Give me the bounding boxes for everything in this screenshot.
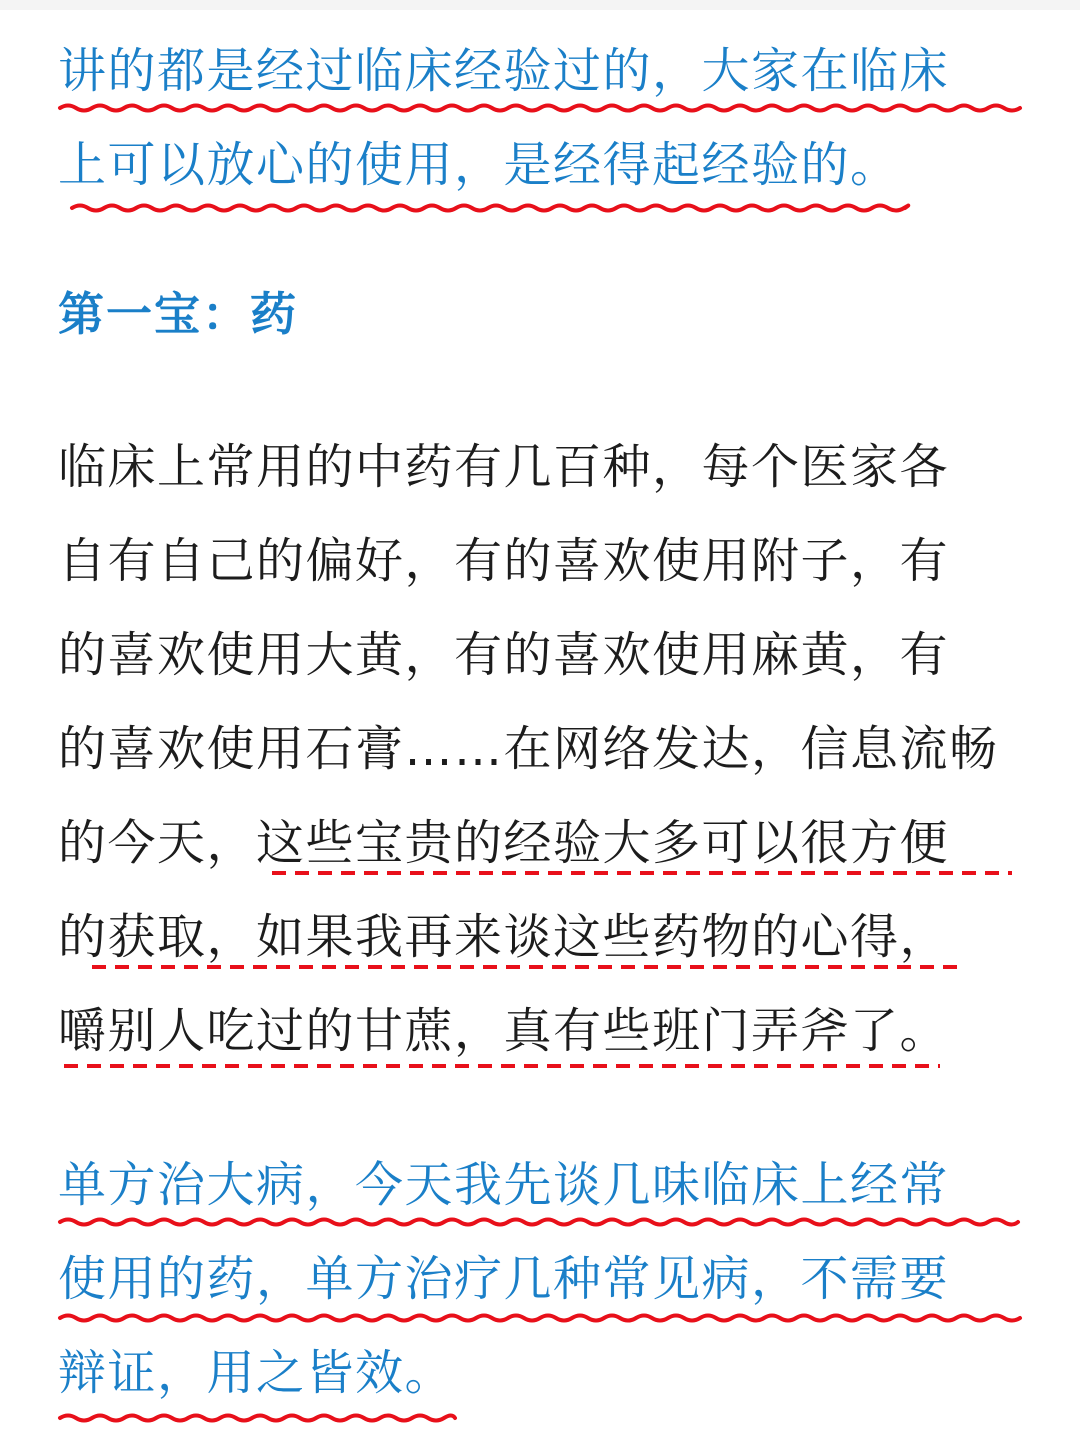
body-line-7: 嚼别人吃过的甘蔗，真有些班门弄斧了。 (58, 1003, 950, 1059)
closing-line-2: 使用的药，单方治疗几种常见病，不需要 (58, 1251, 950, 1307)
intro-line-1: 讲的都是经过临床经验过的，大家在临床 (58, 43, 950, 99)
closing-line-3: 辩证，用之皆效。 (58, 1345, 455, 1401)
intro-paragraph (58, 24, 1028, 212)
top-divider (0, 0, 1080, 10)
section-heading: 第一宝：药 (58, 287, 298, 341)
body-line-3: 的喜欢使用大黄，有的喜欢使用麻黄，有 (58, 627, 950, 683)
intro-line-2: 上可以放心的使用，是经得起经验的。 (58, 137, 900, 193)
body-line-1: 临床上常用的中药有几百种，每个医家各 (58, 439, 950, 495)
body-line-6: 的获取，如果我再来谈这些药物的心得， (58, 909, 950, 965)
body-paragraph (58, 420, 1028, 1078)
closing-paragraph (58, 1138, 1028, 1420)
body-line-4: 的喜欢使用石膏……在网络发达，信息流畅 (58, 721, 999, 777)
body-line-2: 自有自己的偏好，有的喜欢使用附子，有 (58, 533, 950, 589)
body-line-5: 的今天，这些宝贵的经验大多可以很方便 (58, 815, 950, 871)
closing-line-1: 单方治大病，今天我先谈几味临床上经常 (58, 1157, 950, 1213)
